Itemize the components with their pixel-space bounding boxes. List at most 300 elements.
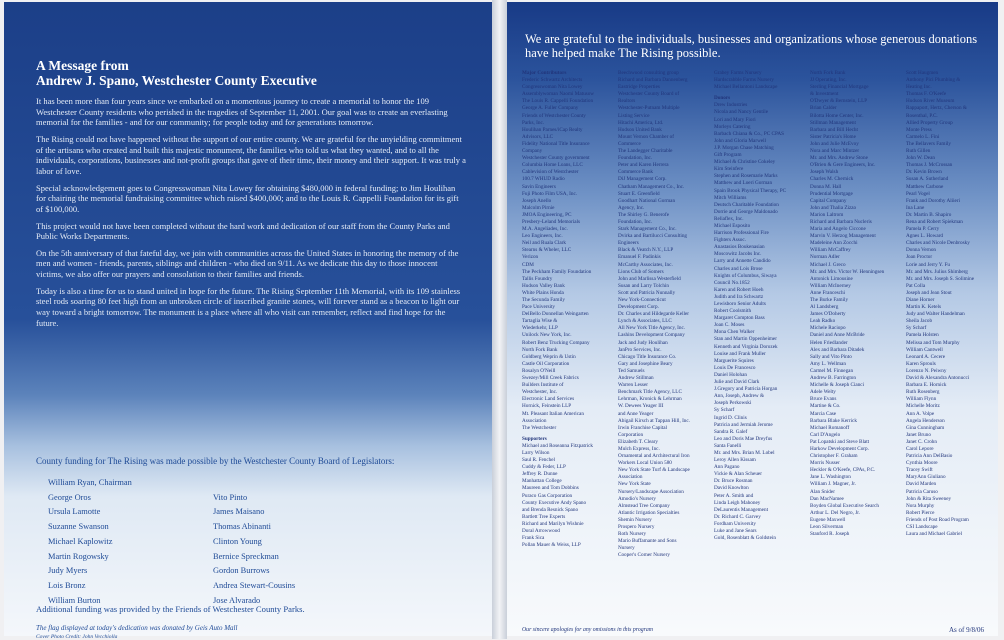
donor-name: The Secunda Family: [522, 297, 565, 303]
donor-name: CDM: [522, 261, 534, 268]
donor-name: Adele Welty: [810, 389, 836, 396]
donor-name: Commerce: [618, 140, 641, 147]
donor-name: Joseph and Jean Stout: [906, 289, 952, 296]
donor-name: Anne Franceschi: [810, 289, 846, 296]
donor-name: Sheila Jacob: [906, 318, 933, 325]
donor-name: Stearns & Wheler, LLC: [522, 247, 572, 254]
donor-name: William McCaffrey: [810, 247, 851, 254]
donor-name: J.P. Morgan Chase Matching: [714, 144, 774, 151]
donor-name: Stephen and Rosemarie Marks: [714, 173, 778, 180]
donor-name: John W. Dean: [906, 155, 935, 162]
donor-name: Michael & Christine Cokeley: [714, 159, 776, 166]
donor-name: Dr. Charles and Hildegarde Keller: [618, 311, 690, 318]
donor-name: Lorie and Jerry Y. Fu: [906, 261, 950, 268]
donor-name: Brian Calder: [810, 105, 837, 112]
additional-funding-note: Additional funding was provided by the Friends of Westchester County Parks.: [36, 604, 305, 614]
donor-name: Charles and Lois Brose: [714, 265, 763, 272]
donor-name: Emanuel F. Padinkis: [618, 254, 661, 261]
donors-heading: We are grateful to the individuals, businesses and organizations whose generous donations have helped make The Rising possible.: [525, 32, 978, 60]
donor-section-heading: Supporters: [522, 435, 547, 442]
donor-name: Fuji Photo Film USA, Inc.: [522, 190, 578, 197]
donor-name: Robert Benz Trucking Company: [522, 339, 590, 346]
donor-name: Leonard A. Cecere: [906, 353, 946, 360]
donor-name: The Westchester: [522, 424, 557, 431]
donor-name: Nicola and Nancy Gentile: [714, 109, 769, 116]
donor-name: 100.7 WHUD Radio: [522, 176, 565, 183]
donor-name: DelBello Donnellan Weingarten: [522, 311, 589, 318]
donor-name: Lashins Development Company: [618, 332, 685, 339]
donor-name: Lehrman, Kronick & Lehrman: [618, 396, 682, 403]
donor-name: Mulch Express, Inc.: [618, 445, 660, 452]
donor-name: Diane Horner: [906, 297, 935, 303]
message-body: [36, 96, 466, 334]
donor-name: New York-Connecticut: [618, 297, 666, 303]
donor-name: Antonick Limousine: [810, 275, 853, 282]
donor-name: & Investment: [810, 91, 839, 98]
donor-name: Westchester County government: [522, 155, 590, 162]
donor-name: William Cantwell: [906, 346, 943, 353]
donor-name: The Burke Family: [810, 297, 849, 303]
donor-name: Robert Pierce: [906, 509, 935, 516]
donor-name: The Bellavers Family: [906, 140, 951, 147]
donor-name: Friends of Westchester County: [522, 112, 586, 119]
donor-name: Susan and Larry Tolchin: [618, 282, 669, 289]
donor-name: Ornamental and Architectural Iron: [618, 453, 690, 460]
donor-name: Leo and Doris Mae Dreyfus: [714, 435, 773, 442]
donor-name: Builders Institute of: [522, 382, 564, 389]
donor-name: Stan and Martin Oppenheimer: [714, 336, 777, 343]
message-paragraph: This project would not have been completed without the hard work and dedication of our staff from the County Parks and Public Works Departments.: [36, 220, 450, 242]
donor-name: Daniel and Anne McBride: [810, 332, 865, 339]
donor-name: Friends of Post Road Program: [906, 516, 969, 523]
donor-name: Benchmark Title Agency, LLC: [618, 389, 682, 396]
donor-name: Hornick, Feinstein LLP: [522, 403, 572, 410]
donor-name: Westchester, Inc.: [522, 389, 558, 396]
donor-name: Kenneth and Virginia Dorozek: [714, 343, 778, 350]
donor-name: Moscowitz Jacobs Inc.: [714, 251, 762, 258]
donor-name: Manhattan College: [522, 478, 562, 485]
legislator-name: Ursula Lamotte: [48, 507, 101, 517]
donor-name: Tartaglia Wise &: [522, 318, 558, 325]
donor-name: Mr. and Mrs. Joseph S. Solimine: [906, 275, 975, 282]
donor-name: Frederic Schwartz Architects: [522, 77, 583, 84]
donor-name: Michael Bellantoni Landscape: [714, 84, 778, 91]
page-gutter: [492, 0, 507, 639]
donor-name: Nora Murphy: [906, 502, 935, 509]
donor-name: David Knowlton: [714, 485, 749, 492]
cover-photo-credit: Cover Photo Credit: John Vecchiolla: [36, 634, 118, 640]
legislator-name: Martin Rogowsky: [48, 551, 109, 561]
donor-name: Abigail Kirsch at Tappan Hill, Inc.: [618, 417, 691, 424]
donor-name: White Plains Honda: [522, 289, 564, 296]
donor-name: Advisors, LLC: [522, 133, 554, 140]
donor-name: Listing Service: [618, 112, 650, 119]
donor-name: Nursery: [618, 545, 635, 552]
donor-name: William J. Magner, Jr.: [810, 481, 856, 488]
donor-name: Gold, Rosenblatt & Goldstein: [714, 535, 776, 542]
donor-name: Barbara and Bill Hecht: [810, 126, 858, 133]
donor-name: Scott Haugmen: [906, 70, 939, 76]
right-page: [507, 2, 998, 636]
donor-name: Hudson United Bank: [618, 126, 662, 133]
donor-name: Donna M. Hall: [810, 183, 842, 190]
donor-name: Lynch & Associates, LLC: [618, 318, 672, 325]
donor-name: Peter A. Smith and: [714, 492, 754, 499]
donor-name: Pat Colla: [906, 282, 926, 289]
donor-name: Rosenthal, P.C.: [906, 112, 938, 119]
donor-name: Leon Silverman: [810, 524, 844, 530]
donor-name: Dr. Martin B. Shapiro: [906, 211, 952, 218]
donor-name: Pat Lopatski and Steve Blatt: [810, 438, 870, 445]
donor-name: Barbara Blake Kerrick: [810, 417, 857, 424]
legislator-name: William Burton: [48, 595, 101, 605]
donor-name: Sister Patricia's Home: [810, 133, 856, 140]
donor-name: JanPro Services, Inc.: [618, 346, 662, 353]
donor-name: Laura and Michael Gabriel: [906, 531, 963, 538]
donor-name: Morleys Catering: [714, 123, 751, 130]
donor-name: Shemin Nursery: [618, 516, 652, 523]
donor-name: Patricia Caruso: [906, 488, 938, 495]
donor-name: Mr. and Mrs. Victor W. Henningsen: [810, 268, 885, 275]
donor-name: Agnes L. Howard: [906, 233, 944, 240]
donor-name: Scott and Patricia Nunnally: [618, 289, 676, 296]
donor-name: Harkow Development Corp.: [810, 445, 869, 452]
donor-name: Rena and Robert Spiekman: [906, 218, 963, 225]
donor-name: Matthew and Loeri Gorman: [714, 180, 773, 187]
donor-name: Mr. and Mrs. Julius Shimberg: [906, 268, 968, 275]
donor-name: Westchester-Putnam Multiple: [618, 105, 680, 112]
donor-name: Chicago Title Insurance Co.: [618, 353, 677, 360]
donor-name: Assemblywoman Naomi Matusow: [522, 91, 595, 98]
donor-name: Workers Local Union 580: [618, 460, 672, 467]
donor-name: William McInerney: [810, 282, 851, 289]
donor-name: Pearl Vogel: [906, 190, 930, 197]
donor-name: Julie and David Clark: [714, 379, 760, 386]
donor-name: Richard and Barbara Dannenberg: [618, 77, 688, 84]
donor-name: County Executive Andy Spano: [522, 499, 587, 506]
donor-name: Thomas J. McCrossan: [906, 162, 953, 169]
donor-name: Sy Scharf: [906, 325, 927, 332]
donor-name: Frank Sica: [522, 535, 545, 542]
donor-name: Bilotta Home Center, Inc.: [810, 112, 864, 119]
donor-name: Wiederkehr, LLP: [522, 325, 558, 332]
donor-name: Santa Fanelli: [714, 442, 742, 449]
donor-name: Anastasios Boukenasian: [714, 244, 765, 251]
donor-name: Warren Lesser: [618, 382, 648, 389]
donor-name: Ingrid D. Clinis: [714, 414, 747, 421]
donor-name: Michael Esposito: [714, 222, 751, 229]
donor-name: Maria and Angelo Ciccone: [810, 226, 866, 233]
donor-name: Anthony Pici Plumbing &: [906, 77, 961, 84]
donor-name: Norman Adler: [810, 254, 840, 261]
donor-name: Hardscrabble Farms Nursery: [714, 77, 774, 84]
donor-name: Mr. and Mrs. Andrew Stone: [810, 155, 868, 162]
donor-name: Commerce Bank: [618, 169, 654, 176]
donor-name: Drew Industries: [714, 102, 748, 109]
donor-name: Amy L. Wellman: [810, 360, 846, 367]
donor-name: JMOA Engineering, PC: [522, 211, 572, 218]
donor-name: Dorrie and George Maldonado: [714, 208, 778, 215]
donor-name: Donna Vernon: [906, 247, 937, 254]
donor-column-4: [810, 70, 908, 630]
donor-name: Chatham Management Co., Inc.: [618, 183, 685, 190]
donor-name: Amodio's Nursery: [618, 495, 656, 502]
donor-name: Jeffrey R. Dunne: [522, 471, 558, 478]
donor-name: Beechwood consulting group: [618, 70, 679, 76]
donor-name: Mr. and Mrs. Brian M. Lobel: [714, 449, 775, 456]
legislator-name: [213, 476, 413, 491]
donor-name: Joseph Anello: [522, 197, 552, 204]
donor-name: DeLaurentis Management: [714, 506, 769, 513]
donor-name: Marion Laltrom: [810, 211, 844, 218]
donor-name: Development Corp.: [618, 304, 659, 311]
donor-name: North Fork Bank: [522, 346, 558, 353]
donor-name: Marcia Case: [810, 410, 837, 417]
donor-name: Reliaflex, Inc.: [714, 215, 744, 222]
donor-name: Morris Nusser: [810, 460, 840, 467]
donor-name: New York State: [618, 481, 651, 488]
donor-name: Ruth Rosenberg: [906, 389, 940, 396]
donor-name: and Brenda Resnick Spano: [522, 506, 579, 513]
donor-name: Hudson Valley Bank: [522, 282, 565, 289]
donor-name: Helen Friedlander: [810, 339, 848, 346]
legislator-name: Lois Bronz: [48, 580, 86, 590]
donor-name: Pamela Holsten: [906, 332, 939, 339]
legislators-column-1: [48, 476, 213, 608]
donor-name: Melissa and Tom Murphy: [906, 339, 960, 346]
donor-name: Rosalyn O'Neill: [522, 367, 556, 374]
donor-name: Westchester County Board of: [618, 91, 680, 98]
donor-name: Lions Club of Somers: [618, 268, 664, 275]
donor-name: John and Julie McEvoy: [810, 140, 859, 147]
message-paragraph: It has been more than four years since we embarked on a momentous journey to create a memorial to honor the 109 Westchester County residents who perished in the tragedies of September 11, 2001. Our goal was to create an everlasting memorial for the families - and for our community; for people today and for generations tomorrow.: [36, 96, 448, 128]
donor-name: Harrison Professional Fire: [714, 230, 769, 237]
donor-name: David Marden: [906, 481, 937, 488]
donor-name: Verizon: [522, 254, 539, 261]
donor-name: Dan MacNamee: [810, 495, 844, 502]
donor-name: Joan C. Moses: [714, 322, 745, 329]
donor-name: Angela Henderson: [906, 417, 945, 424]
donor-name: Michael Romanoff: [810, 424, 850, 431]
county-funding-heading: County funding for The Rising was made possible by the Westchester County Board of Legislators:: [36, 456, 395, 466]
donor-name: Leah Radko: [810, 318, 836, 325]
donor-name: Ann Pagano: [714, 464, 740, 471]
message-title: [36, 58, 466, 88]
donor-name: Boyden Global Executive Search: [810, 502, 880, 509]
donor-name: Mount Vernon Chamber of: [618, 133, 674, 140]
donor-name: Roth Nursery: [618, 531, 647, 538]
donor-name: Association: [618, 474, 643, 481]
donor-name: Patricia and Jermiah Jerome: [714, 421, 773, 428]
donor-name: Elizabeth T. Cleary: [618, 438, 658, 445]
donor-name: North Fork Bank: [810, 70, 846, 76]
donor-name: Susan A. Sutherland: [906, 176, 949, 183]
donor-name: Association: [522, 417, 547, 424]
donor-name: Janet C. Crohn: [906, 438, 937, 445]
donor-name: Houlihan Parnes/iCap Realty: [522, 126, 583, 133]
donor-name: Heckler & O'Keefe, CPAs, P.C.: [810, 467, 876, 474]
message-paragraph: The Rising could not have happened without the support of our entire county. We are grateful for the unyielding commitment of the artisans who created and built this majestic monument, the families who told us what they wanted, and to all the individuals, corporations, businesses and not-profit groups that gave of their time, their money and their support. It was truly a labor of love.: [36, 133, 466, 176]
donor-name: MaryAnn Giuliano: [906, 474, 946, 481]
donor-name: Larry and Annette Candido: [714, 258, 771, 265]
donor-name: Michael J. Greco: [810, 261, 846, 268]
donor-name: and Anne Yeager: [618, 410, 654, 417]
donor-name: Dr. Bruce Rosman: [714, 478, 753, 485]
donor-name: Spain Brook Physical Therapy, PC: [714, 187, 787, 194]
donor-name: Joseph Perkowski: [714, 400, 752, 407]
donor-name: John and Thalia Zizzo: [810, 204, 857, 211]
donor-name: Saul R. Fenchel: [522, 457, 555, 464]
as-of-date: As of 9/8/06: [949, 626, 984, 634]
message-paragraph: Special acknowledgement goes to Congresswoman Nita Lowey for obtaining $480,000 in federal funding; to Jim Houlihan for chairing the memorial fundraising committee which raised $400,000; and to the Louis R. Cappelli Foundation for its gift of $100,000.: [36, 182, 459, 214]
legislator-name: Michael Kaplowitz: [48, 536, 113, 546]
legislators-column-2: [213, 476, 413, 608]
donor-name: Presbery-Leland Memorials: [522, 218, 581, 225]
donor-name: Martin K. Ketels: [906, 304, 942, 311]
donor-name: Karen and Robert Hoeh: [714, 286, 764, 293]
donor-name: Dr. Kevin Brown: [906, 169, 942, 176]
donor-name: David & Alexandra Antonucci: [906, 375, 970, 382]
donor-name: Pace University: [522, 304, 555, 311]
donor-name: New York State Turf & Landscape: [618, 467, 690, 474]
donor-name: Congresswoman Nita Lowey: [522, 84, 583, 91]
donor-name: W. Dewees Yeager III: [618, 403, 664, 410]
donor-name: Charles M. Chernick: [810, 176, 854, 183]
donor-name: Prospero Nursery: [618, 524, 655, 530]
donor-name: Leo Engineers, Inc.: [522, 233, 563, 240]
flag-donation-note: The flag displayed at today's dedication was donated by Geis Auto Mall: [36, 624, 238, 632]
donor-name: Gift Program: [714, 152, 742, 159]
donor-name: Lorenzo N. Peiwny: [906, 367, 947, 374]
left-page: [4, 2, 492, 640]
donor-name: Mona Chen Walker: [714, 329, 755, 336]
donor-name: Alex and Barbara Ditadek: [810, 346, 865, 353]
donor-name: Daniel Holohan: [714, 371, 747, 378]
donor-name: O'Brien & Gere Engineers, Inc.: [810, 162, 876, 169]
donor-name: Realtors: [618, 98, 636, 105]
legislators-list: [48, 476, 448, 608]
donor-column-2: [618, 70, 716, 630]
donor-name: Alan Snider: [810, 488, 835, 495]
donor-name: All New York Title Agency, Inc.: [618, 325, 686, 332]
donor-name: Irwin Franchise Capital: [618, 424, 667, 431]
message-title-line2: Andrew J. Spano, Westchester County Executive: [36, 73, 317, 88]
donor-name: Arthur L. Del Negro, Jr.: [810, 509, 860, 516]
donor-name: Karen Sprouls: [906, 360, 936, 367]
donor-name: Matthew Carbone: [906, 183, 944, 190]
donor-name: Jane L. Washington: [810, 474, 851, 481]
donor-name: Marvin V. Herzog Management: [810, 233, 876, 240]
donor-name: Capital Company: [810, 197, 847, 204]
donor-name: Andrew B. Farrington: [810, 375, 856, 382]
donor-name: Neil and Ruala Clark: [522, 240, 566, 247]
donor-name: Gary and Josephine Beary: [618, 360, 673, 367]
donor-name: Foundation, Inc.: [618, 155, 653, 162]
legislator-name: Judy Myers: [48, 566, 88, 576]
donor-name: The Louis R. Cappelli Foundation: [522, 98, 594, 105]
donor-name: Michelle Moritz: [906, 403, 940, 410]
donor-name: Council No.1852: [714, 279, 750, 286]
message-title-line1: A Message from: [36, 58, 129, 73]
donor-name: Goldberg Weprin & Ustin: [522, 353, 576, 360]
donor-name: Company: [522, 148, 543, 155]
donor-name: George A. Fuller Company: [522, 105, 579, 112]
donor-name: Cablevision of Westchester: [522, 169, 579, 176]
donor-name: Fighters Assoc.: [714, 237, 746, 244]
donor-name: Swezey/Mill Creek Fabrics: [522, 375, 579, 382]
donor-name: Columbia Home Loans, LLC: [522, 162, 583, 169]
donor-name: Leroy Allen Kissam: [714, 457, 756, 464]
donor-section-heading: Donors: [714, 95, 731, 102]
donor-name: Eastridge Properties: [618, 84, 660, 91]
donor-name: Richard and Marilyn Wishnie: [522, 520, 584, 527]
donor-name: Pollan Mauer & Weiss, LLP: [522, 542, 581, 549]
donor-name: Doral Arrowwood: [522, 528, 560, 534]
donor-name: Louis De Francesco: [714, 364, 756, 371]
legislator-name: Andrea Stewart-Cousins: [213, 580, 296, 590]
legislator-name: Bernice Spreckman: [213, 551, 279, 561]
donor-name: Andrew Stillman: [618, 375, 654, 382]
donor-name: Ted Samuels: [618, 367, 645, 374]
donor-name: James O'Doherty: [810, 311, 846, 318]
donor-name: Deutsch Charitable Foundation: [714, 201, 779, 208]
donor-name: Almstead Tree Company: [618, 502, 670, 509]
donor-name: Carmel M. Finnegan: [810, 367, 854, 374]
donor-name: Corporation: [618, 431, 644, 438]
donor-name: Prudential Mortgage: [810, 190, 853, 197]
donor-column-3: [714, 70, 812, 630]
legislator-name: William Ryan, Chairman: [48, 478, 132, 487]
donor-name: Stuart E. Greenfield: [618, 190, 660, 197]
donor-name: Knights of Columbus, Siwaya: [714, 272, 777, 279]
omissions-apology: Our sincere apologies for any omissions in this program: [522, 627, 653, 633]
donor-name: Grabey Farms Nursery: [714, 70, 762, 76]
donor-name: CSI Landscape: [906, 524, 938, 530]
donor-name: Cuddy & Feder, LLP: [522, 464, 566, 471]
donor-name: Lori and Mary Fiori: [714, 116, 756, 123]
donor-name: The Landegger Charitable: [618, 148, 673, 155]
donor-name: Cynthia Moore: [906, 460, 938, 467]
donor-name: Monte Press: [906, 126, 932, 133]
donor-name: Parks, Inc.: [522, 119, 545, 126]
donor-column-1: [522, 70, 620, 630]
donor-name: Heating Inc.: [906, 84, 932, 91]
donor-name: Sy Scharf: [714, 407, 735, 414]
donor-name: Al Landsberg: [810, 304, 839, 311]
donor-name: Michael and Roseanna Fitzpatrick: [522, 442, 594, 449]
donor-name: Puraco Gas Corporation: [522, 492, 573, 499]
donor-name: Linda Leigh Mahoney: [714, 499, 761, 506]
donor-name: Luke and Jane Sears: [714, 528, 757, 534]
donor-name: Allied Property Group: [906, 119, 953, 126]
donor-name: Nursery/Landscape Association: [618, 488, 684, 495]
donor-name: Goodhart National Gorman: [618, 197, 676, 204]
donor-name: Castle Oil Corporation: [522, 360, 570, 367]
donor-name: Marguerite Squires: [714, 357, 754, 364]
donor-name: Carl D'Angelo: [810, 431, 841, 438]
donor-name: Larry Wilson: [522, 449, 550, 456]
donor-name: Carmelo L. Fini: [906, 133, 940, 140]
donor-name: John and Gloria Marwell: [714, 137, 767, 144]
donor-name: Atlantic Irrigation Specialties: [618, 509, 680, 516]
donor-name: Stark Management Co., Inc.: [618, 226, 677, 233]
donor-name: Sterling Financial Mortgage: [810, 84, 869, 91]
donor-name: JJ Operating, Inc.: [810, 77, 847, 84]
donor-name: Michele Raciopo: [810, 325, 846, 332]
donor-name: Vickie & Alan Scheuer: [714, 471, 762, 478]
donor-name: Mt. Pleasant Italian American: [522, 410, 584, 417]
donor-name: Peter and Karen Herrera: [618, 162, 669, 169]
